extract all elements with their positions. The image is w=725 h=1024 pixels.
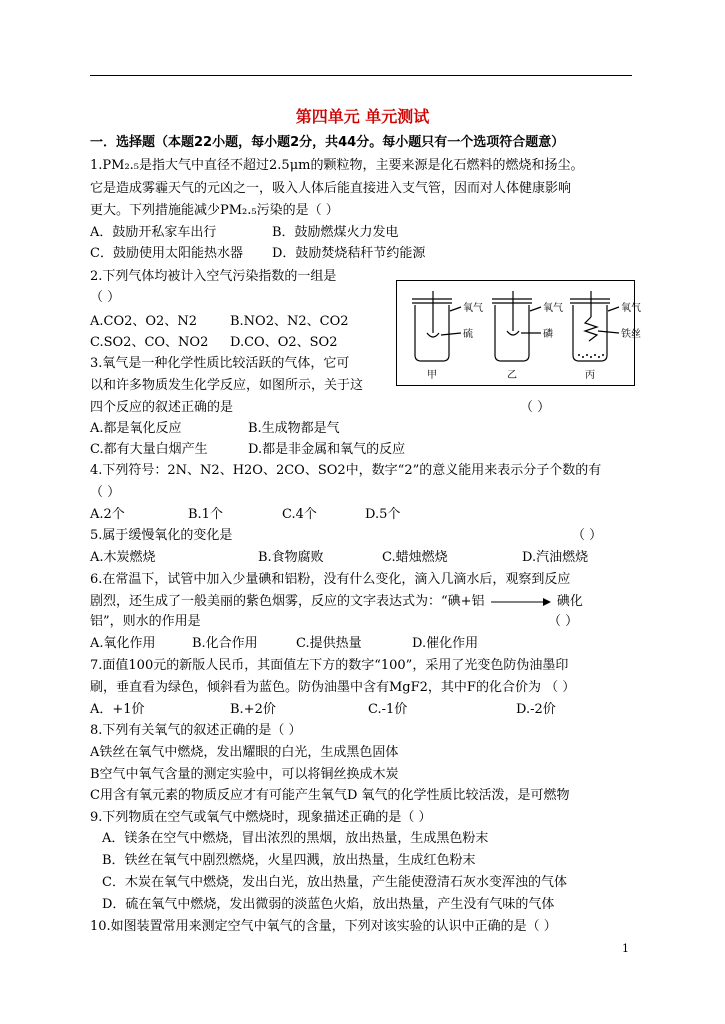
fig-label-o2-a: 氧气 (463, 303, 483, 314)
experiment-figure (396, 280, 641, 386)
q2-option-b: B.NO2、N2、CO2 (230, 314, 349, 329)
q5-paren: （ ） (572, 528, 603, 543)
q3-option-d: D.都是非金属和氧气的反应 (248, 442, 406, 457)
q3-line2: 以和许多物质发生化学反应，如图所示，关于这 (90, 378, 364, 393)
page-number: 1 (622, 942, 629, 955)
q9-option-a: A．镁条在空气中燃烧，冒出浓烈的黑烟，放出热量，生成黑色粉末 (102, 831, 489, 846)
q5-option-c: C.蜡烛燃烧 (382, 550, 448, 565)
q4-option-b: B.1个 (188, 507, 223, 522)
q4-line1: 4.下列符号：2N、N2、H2O、2CO、SO2中，数字“2”的意义能用来表示分子个数的有 (90, 463, 602, 478)
q2-option-d: D.CO、O2、SO2 (230, 335, 338, 350)
q9-option-c: C．木炭在氧气中燃烧，发出白光，放出热量，产生能使澄清石灰水变浑浊的气体 (102, 875, 567, 890)
q6-line2-text: 剧烈，还生成了一般美丽的紫色烟雾，反应的文字表达式为：“碘+铝 (90, 594, 485, 609)
q7-option-d: D.-2价 (516, 702, 556, 717)
q2-option-c: C.SO2、CO、NO2 (90, 335, 209, 350)
q2-paren: （ ） (90, 290, 121, 305)
q1-option-b: B．鼓励燃煤火力发电 (272, 225, 399, 240)
fig-caption-jia: 甲 (427, 370, 437, 381)
section-heading: 一．选择题（本题22小题，每小题2分，共44分。每小题只有一个选项符合题意） (90, 135, 565, 150)
q6-paren: （ ） (548, 614, 579, 629)
q7-line1: 7.面值100元的新版人民币，其面值左下方的数字“100”，采用了光变色防伪油墨印 (90, 658, 569, 673)
q6-option-b: B.化合作用 (192, 636, 258, 651)
q5-option-b: B.食物腐败 (258, 550, 324, 565)
q6-line2 (90, 593, 583, 611)
combustion-apparatus-diagram (397, 281, 641, 385)
fig-label-o2-b: 氧气 (543, 303, 563, 314)
q6-option-d: D.催化作用 (412, 636, 479, 651)
q8-line1: 8.下列有关氧气的叙述正确的是（ ） (90, 723, 302, 738)
q3-option-a: A.都是氧化反应 (90, 421, 182, 436)
q9-option-d: D．硫在氧气中燃烧，发出微弱的淡蓝色火焰，放出热量，产生没有气味的气体 (102, 897, 555, 912)
q3-option-c: C.都有大量白烟产生 (90, 442, 208, 457)
fig-label-phosphorus: 磷 (543, 329, 553, 340)
q1-line2: 它是造成雾霾天气的元凶之一，吸入人体后能直接进入支气管，因而对人体健康影响 (90, 181, 572, 196)
q5-option-a: A.木炭燃烧 (90, 550, 156, 565)
q2-option-a: A.CO2、O2、N2 (90, 314, 197, 329)
q8-option-a: A铁丝在氧气中燃烧，发出耀眼的白光，生成黑色固体 (90, 745, 399, 760)
q6-option-a: A.氧化作用 (90, 636, 156, 651)
q4-option-a: A.2个 (90, 507, 125, 522)
q7-option-a: A．+1价 (90, 702, 145, 717)
q1-option-a: A．鼓励开私家车出行 (90, 225, 217, 240)
q9-option-b: B．铁丝在氧气中剧烈燃烧，火星四溅，放出热量，生成红色粉末 (102, 853, 476, 868)
q3-line1: 3.氧气是一种化学性质比较活跃的气体，它可 (90, 356, 350, 371)
q8-option-b: B空气中氧气含量的测定实验中，可以将铜丝换成木炭 (90, 767, 399, 782)
q1-line1: 1.PM₂.₅是指大气中直径不超过2.5μm的颗粒物，主要来源是化石燃料的燃烧和扬尘。 (90, 158, 584, 173)
q10-line1: 10.如图装置常用来测定空气中氧气的含量，下列对该实验的认识中正确的是（ ） (90, 919, 557, 934)
q1-option-c: C．鼓励使用太阳能热水器 (90, 246, 243, 261)
q7-option-b: B.+2价 (230, 702, 276, 717)
q4-option-c: C.4个 (282, 507, 317, 522)
q4-paren: （ ） (90, 485, 121, 500)
q1-line3: 更大。下列措施能减少PM₂.₅污染的是（ ） (90, 203, 339, 218)
q1-option-d: D．鼓励焚烧秸秆节约能源 (272, 246, 426, 261)
fig-caption-yi: 乙 (507, 370, 517, 381)
q6-line3: 铝”，则水的作用是 (90, 614, 201, 629)
q9-line1: 9.下列物质在空气或氧气中燃烧时，现象描述正确的是（ ） (90, 810, 432, 825)
q2-line1: 2.下列气体均被计入空气污染指数的一组是 (90, 269, 337, 284)
fig-caption-bing: 丙 (585, 370, 595, 381)
fig-label-iron-wire: 铁丝 (621, 329, 641, 340)
q3-line3: 四个反应的叙述正确的是 (90, 400, 234, 415)
q3-paren: （ ） (520, 400, 551, 415)
q8-option-c-d: C用含有氧元素的物质反应才有可能产生氧气D 氧气的化学性质比较活泼，是可燃物 (90, 788, 570, 803)
q6-line1: 6.在常温下，试管中加入少量碘和铝粉，没有什么变化，滴入几滴水后，观察到反应 (90, 572, 571, 587)
fig-label-o2-c: 氧气 (621, 303, 641, 314)
q5-line1: 5.属于缓慢氧化的变化是 (90, 528, 233, 543)
q6-line2-product: 碘化 (556, 594, 583, 609)
reaction-arrow-icon (489, 597, 553, 607)
q7-option-c: C.-1价 (368, 702, 408, 717)
page-title: 第四单元 单元测试 (295, 107, 430, 126)
q6-option-c: C.提供热量 (296, 636, 362, 651)
q4-option-d: D.5个 (365, 507, 401, 522)
q3-option-b: B.生成物都是气 (248, 421, 340, 436)
header-rule (90, 75, 632, 76)
fig-label-sulfur: 硫 (463, 329, 473, 340)
q5-option-d: D.汽油燃烧 (522, 550, 589, 565)
q7-line2: 刷，垂直看为绿色，倾斜看为蓝色。防伪油墨中含有MgF2，其中F的化合价为 （ ） (90, 680, 576, 695)
